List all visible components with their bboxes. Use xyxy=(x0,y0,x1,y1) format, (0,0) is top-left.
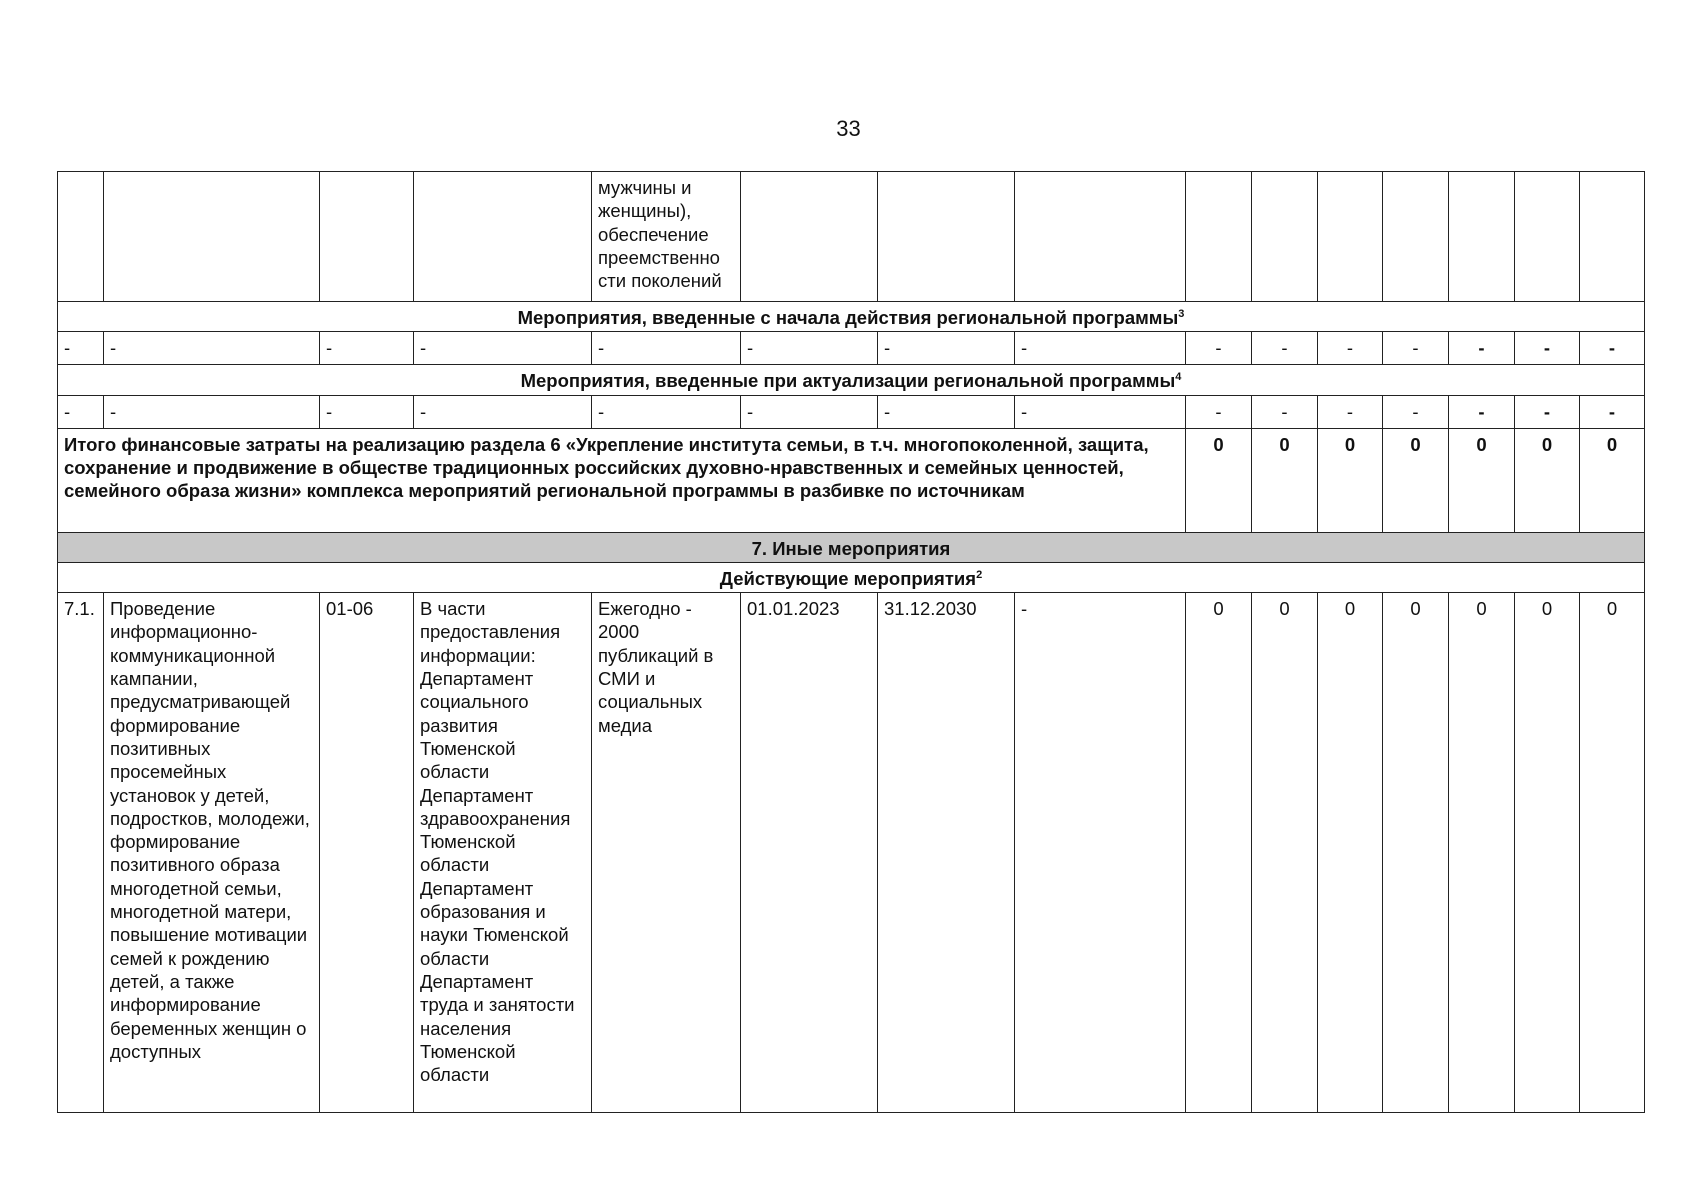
total-value: 0 xyxy=(1449,428,1515,532)
expected-result: Ежегодно - 2000 публикаций в СМИ и социальных медиа xyxy=(592,593,741,1113)
value-cell: 0 xyxy=(1318,593,1383,1113)
row-number: 7.1. xyxy=(58,593,104,1113)
value-cell: 0 xyxy=(1449,593,1515,1113)
start-date: 01.01.2023 xyxy=(741,593,878,1113)
continuation-text: мужчины и женщины), обеспечение преемственно сти поколений xyxy=(592,172,741,302)
activity-name: Проведение информационно-коммуникационной кампании, предусматривающей формирование позитивных просемейных установок у детей, подростков, молодежи, формирование позитивного образа многодетной семьи, многодетной матери, повышение мотивации семей к рождению детей, а также информирование беременных женщин о доступных xyxy=(104,593,320,1113)
section-title: Действующие мероприятия xyxy=(719,567,977,589)
footnote-mark: 2 xyxy=(976,568,983,581)
program-table xyxy=(57,171,1645,1113)
column-8-value: - xyxy=(1015,593,1186,1113)
total-row xyxy=(58,428,1645,532)
total-value: 0 xyxy=(1580,428,1645,532)
table-row-7-1 xyxy=(58,593,1645,1113)
total-value: 0 xyxy=(1252,428,1318,532)
executors: В части предоставления информации: Департамент социального развития Тюменской области Департамент здравоохранения Тюменской области Департамент образования и науки Тюменской области Департамент труда и занятости населения Тюменской области xyxy=(414,593,592,1113)
activity-code: 01-06 xyxy=(320,593,414,1113)
value-cell: 0 xyxy=(1383,593,1449,1113)
total-value: 0 xyxy=(1383,428,1449,532)
value-cell: 0 xyxy=(1580,593,1645,1113)
total-value: 0 xyxy=(1515,428,1580,532)
total-value: 0 xyxy=(1186,428,1252,532)
section-regional-start xyxy=(58,302,1645,332)
value-cell: 0 xyxy=(1515,593,1580,1113)
total-value: 0 xyxy=(1318,428,1383,532)
section-current-activities xyxy=(58,562,1645,592)
section-title: Мероприятия, введенные при актуализации региональной программы xyxy=(520,370,1176,392)
end-date: 31.12.2030 xyxy=(878,593,1015,1113)
section-7-header xyxy=(58,532,1645,562)
value-cell: 0 xyxy=(1186,593,1252,1113)
section-regional-update xyxy=(58,365,1645,395)
dash-row: - - - - - - - - - - - - - - - xyxy=(58,395,1645,428)
value-cell: 0 xyxy=(1252,593,1318,1113)
section-title: Мероприятия, введенные с начала действия региональной программы xyxy=(517,307,1179,328)
dash-row: - - - - - - - - - - - - - - - xyxy=(58,332,1645,365)
footnote-mark: 4 xyxy=(1175,371,1182,384)
page-number: 33 xyxy=(836,116,861,141)
continuation-row xyxy=(58,172,1645,302)
footnote-mark: 3 xyxy=(1178,307,1185,320)
section-title: 7. Иные мероприятия xyxy=(58,532,1645,562)
total-label: Итого финансовые затраты на реализацию раздела 6 «Укрепление института семьи, в т.ч. многопоколенной, защита, сохранение и продвижение в обществе традиционных российских духовно-нравственных и семейных ценностей, семейного образа жизни» комплекса мероприятий региональной программы в разбивке по источникам xyxy=(58,428,1186,532)
